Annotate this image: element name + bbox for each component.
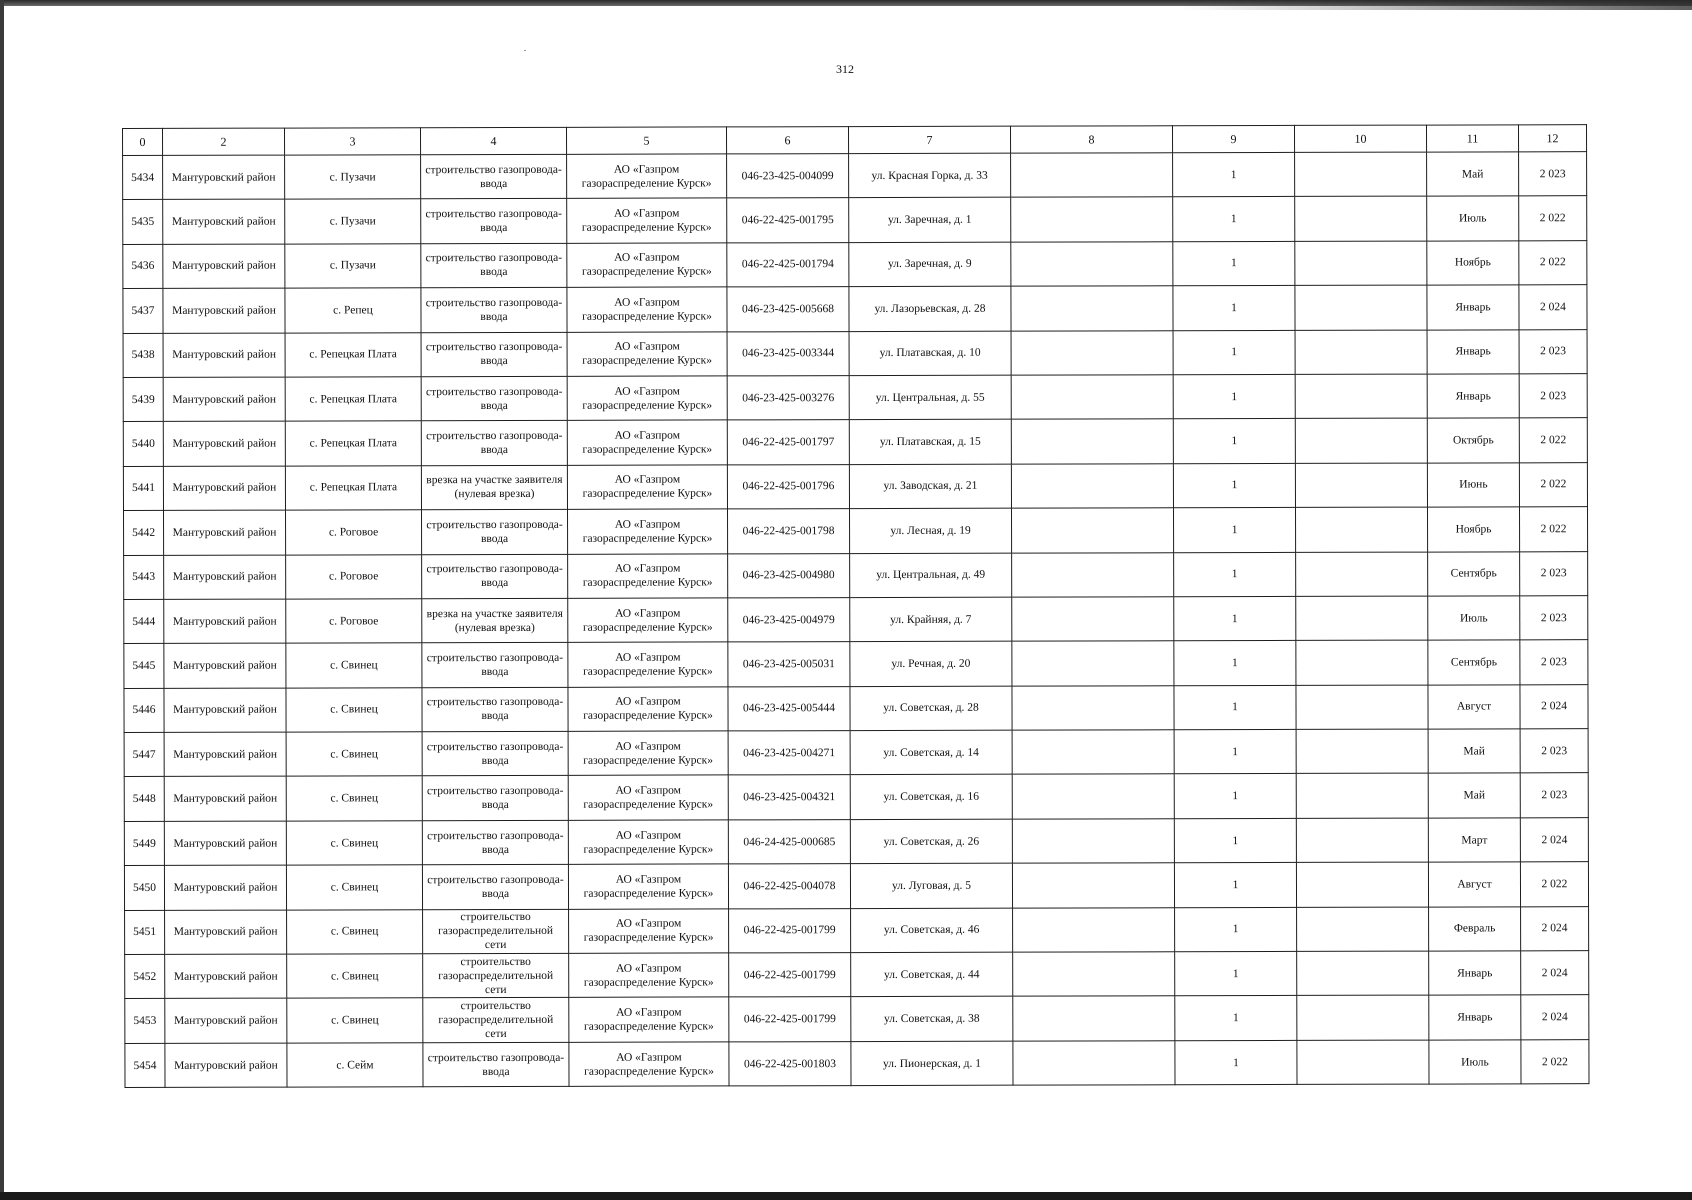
year-cell: 2 022 — [1519, 196, 1587, 241]
organization-cell: АО «Газпром газораспределение Курск» — [567, 154, 727, 199]
address-cell: ул. Пионерская, д. 1 — [851, 1041, 1013, 1086]
settlement-cell: с. Роговое — [286, 554, 422, 599]
district-cell: Мантуровский район — [163, 155, 285, 200]
settlement-cell: с. Свинец — [286, 865, 422, 910]
table-row — [125, 906, 1589, 954]
district-cell: Мантуровский район — [163, 466, 285, 511]
quantity-cell: 1 — [1174, 596, 1296, 641]
column-8-cell — [1013, 996, 1175, 1041]
month-cell: Январь — [1427, 285, 1519, 330]
organization-cell: АО «Газпром газораспределение Курск» — [567, 465, 727, 510]
year-cell: 2 024 — [1521, 995, 1589, 1040]
district-cell: Мантуровский район — [164, 643, 286, 688]
district-cell: Мантуровский район — [164, 688, 286, 733]
year-cell: 2 024 — [1520, 684, 1588, 729]
table-header — [123, 125, 1587, 156]
column-8-cell — [1012, 774, 1174, 819]
work-type-cell: строительство газопровода-ввода — [421, 332, 567, 377]
quantity-cell: 1 — [1173, 463, 1295, 508]
quantity-cell: 1 — [1174, 730, 1296, 775]
application-code-cell: 046-23-425-004321 — [728, 775, 850, 820]
address-cell: ул. Советская, д. 26 — [850, 819, 1012, 864]
row-number-cell: 5449 — [124, 821, 164, 865]
work-type-cell: строительство газопровода-ввода — [421, 154, 567, 199]
settlement-cell: с. Репецкая Плата — [285, 465, 421, 510]
work-type-cell: строительство газопровода-ввода — [421, 288, 567, 333]
month-cell: Январь — [1427, 329, 1519, 374]
header-cell: 11 — [1426, 125, 1518, 152]
district-cell: Мантуровский район — [165, 1043, 287, 1088]
address-cell: ул. Заречная, д. 1 — [849, 198, 1011, 243]
organization-cell: АО «Газпром газораспределение Курск» — [568, 864, 728, 909]
column-8-cell — [1011, 375, 1173, 420]
column-10-cell — [1295, 196, 1427, 241]
district-cell: Мантуровский район — [165, 998, 287, 1043]
month-cell: Ноябрь — [1427, 507, 1519, 552]
address-cell: ул. Центральная, д. 55 — [849, 375, 1011, 420]
month-cell: Январь — [1427, 374, 1519, 419]
column-8-cell — [1013, 1041, 1175, 1086]
year-cell: 2 023 — [1520, 596, 1588, 641]
address-cell: ул. Советская, д. 44 — [851, 952, 1013, 997]
address-cell: ул. Луговая, д. 5 — [850, 863, 1012, 908]
year-cell: 2 023 — [1519, 374, 1587, 419]
settlement-cell: с. Репецкая Плата — [285, 421, 421, 466]
address-cell: ул. Платавская, д. 15 — [849, 420, 1011, 465]
settlement-cell: с. Пузачи — [285, 199, 421, 244]
month-cell: Май — [1428, 773, 1520, 818]
row-number-cell: 5438 — [123, 333, 163, 377]
organization-cell: АО «Газпром газораспределение Курск» — [568, 731, 728, 776]
organization-cell: АО «Газпром газораспределение Курск» — [569, 1042, 729, 1087]
column-8-cell — [1011, 286, 1173, 331]
year-cell: 2 023 — [1520, 773, 1588, 818]
row-number-cell: 5443 — [124, 555, 164, 599]
organization-cell: АО «Газпром газораспределение Курск» — [567, 243, 727, 288]
table-body — [123, 152, 1589, 1088]
column-10-cell — [1295, 418, 1427, 463]
year-cell: 2 022 — [1520, 862, 1588, 907]
header-cell: 0 — [123, 128, 163, 155]
month-cell: Май — [1427, 152, 1519, 197]
header-cell: 9 — [1172, 125, 1294, 152]
table-row — [123, 374, 1587, 422]
table-row — [124, 862, 1588, 910]
row-number-cell: 5441 — [123, 466, 163, 510]
header-cell: 7 — [848, 126, 1010, 153]
address-cell: ул. Заречная, д. 9 — [849, 242, 1011, 287]
table-row — [123, 462, 1587, 510]
column-8-cell — [1012, 819, 1174, 864]
year-cell: 2 022 — [1519, 418, 1587, 463]
month-cell: Июль — [1428, 596, 1520, 641]
table-row — [124, 818, 1588, 866]
table-row — [123, 196, 1587, 244]
settlement-cell: с. Свинец — [286, 821, 422, 866]
work-type-cell: строительство газопровода-ввода — [422, 776, 568, 821]
work-type-cell: строительство газопровода-ввода — [421, 199, 567, 244]
column-10-cell — [1296, 818, 1428, 863]
settlement-cell: с. Свинец — [286, 643, 422, 688]
column-10-cell — [1296, 640, 1428, 685]
scan-border-bottom — [0, 1192, 1692, 1200]
district-cell: Мантуровский район — [163, 199, 285, 244]
organization-cell: АО «Газпром газораспределение Курск» — [568, 687, 728, 732]
table-row — [124, 596, 1588, 644]
settlement-cell: с. Репецкая Плата — [285, 332, 421, 377]
column-8-cell — [1011, 419, 1173, 464]
district-cell: Мантуровский район — [164, 599, 286, 644]
year-cell: 2 022 — [1521, 1039, 1589, 1084]
settlement-cell: с. Репец — [285, 288, 421, 333]
organization-cell: АО «Газпром газораспределение Курск» — [567, 287, 727, 332]
table-row — [125, 1039, 1589, 1087]
row-number-cell: 5444 — [124, 599, 164, 643]
work-type-cell: строительство газопровода-ввода — [422, 687, 568, 732]
application-code-cell: 046-22-425-001799 — [729, 953, 851, 998]
row-number-cell: 5439 — [123, 377, 163, 421]
quantity-cell: 1 — [1174, 552, 1296, 597]
quantity-cell: 1 — [1174, 863, 1296, 908]
header-cell: 10 — [1294, 125, 1426, 152]
column-8-cell — [1012, 552, 1174, 597]
column-10-cell — [1297, 1040, 1429, 1085]
row-number-cell: 5434 — [123, 155, 163, 199]
application-code-cell: 046-24-425-000685 — [728, 819, 850, 864]
row-number-cell: 5436 — [123, 244, 163, 288]
district-cell: Мантуровский район — [164, 510, 286, 555]
column-8-cell — [1011, 242, 1173, 287]
application-code-cell: 046-23-425-004099 — [727, 154, 849, 199]
header-cell: 8 — [1010, 126, 1172, 153]
column-10-cell — [1296, 774, 1428, 819]
column-10-cell — [1297, 951, 1429, 996]
column-8-cell — [1012, 641, 1174, 686]
column-10-cell — [1296, 596, 1428, 641]
table-row — [124, 551, 1588, 599]
column-10-cell — [1295, 507, 1427, 552]
month-cell: Октябрь — [1427, 418, 1519, 463]
column-8-cell — [1011, 197, 1173, 242]
column-10-cell — [1296, 729, 1428, 774]
application-code-cell: 046-22-425-004078 — [728, 864, 850, 909]
month-cell: Январь — [1429, 951, 1521, 996]
column-10-cell — [1295, 374, 1427, 419]
month-cell: Январь — [1429, 995, 1521, 1040]
column-8-cell — [1012, 597, 1174, 642]
column-8-cell — [1011, 463, 1173, 508]
application-code-cell: 046-22-425-001796 — [727, 464, 849, 509]
quantity-cell: 1 — [1173, 152, 1295, 197]
district-cell: Мантуровский район — [163, 288, 285, 333]
quantity-cell: 1 — [1173, 419, 1295, 464]
column-10-cell — [1296, 862, 1428, 907]
address-cell: ул. Заводская, д. 21 — [849, 464, 1011, 509]
settlement-cell: с. Роговое — [286, 510, 422, 555]
application-code-cell: 046-23-425-004980 — [728, 553, 850, 598]
year-cell: 2 023 — [1520, 551, 1588, 596]
address-cell: ул. Платавская, д. 10 — [849, 331, 1011, 376]
table-row — [123, 285, 1587, 333]
scan-border-shadow — [1180, 0, 1692, 10]
row-number-cell: 5448 — [124, 777, 164, 821]
organization-cell: АО «Газпром газораспределение Курск» — [568, 509, 728, 554]
application-code-cell: 046-22-425-001799 — [729, 997, 851, 1042]
page-number: 312 — [836, 62, 854, 76]
row-number-cell: 5446 — [124, 688, 164, 732]
application-code-cell: 046-23-425-005031 — [728, 642, 850, 687]
quantity-cell: 1 — [1175, 996, 1297, 1041]
table-row — [125, 951, 1589, 999]
organization-cell: АО «Газпром газораспределение Курск» — [569, 997, 729, 1042]
address-cell: ул. Лазорьевская, д. 28 — [849, 286, 1011, 331]
district-cell: Мантуровский район — [165, 910, 287, 955]
month-cell: Март — [1428, 818, 1520, 863]
settlement-cell: с. Пузачи — [285, 243, 421, 288]
column-10-cell — [1295, 463, 1427, 508]
quantity-cell: 1 — [1173, 286, 1295, 331]
address-cell: ул. Советская, д. 14 — [850, 730, 1012, 775]
table-row — [124, 507, 1588, 555]
header-cell: 12 — [1518, 125, 1586, 152]
district-cell: Мантуровский район — [165, 954, 287, 999]
work-type-cell: строительство газопровода-ввода — [421, 421, 567, 466]
organization-cell: АО «Газпром газораспределение Курск» — [568, 553, 728, 598]
column-10-cell — [1296, 552, 1428, 597]
quantity-cell: 1 — [1175, 1040, 1297, 1085]
row-number-cell: 5437 — [123, 289, 163, 333]
district-cell: Мантуровский район — [163, 421, 285, 466]
application-code-cell: 046-23-425-003344 — [727, 331, 849, 376]
organization-cell: АО «Газпром газораспределение Курск» — [567, 376, 727, 421]
organization-cell: АО «Газпром газораспределение Курск» — [568, 775, 728, 820]
row-number-cell: 5442 — [124, 511, 164, 555]
quantity-cell: 1 — [1173, 241, 1295, 286]
column-10-cell — [1296, 685, 1428, 730]
quantity-cell: 1 — [1173, 197, 1295, 242]
application-code-cell: 046-22-425-001797 — [727, 420, 849, 465]
year-cell: 2 023 — [1519, 329, 1587, 374]
settlement-cell: с. Свинец — [287, 909, 423, 954]
application-code-cell: 046-22-425-001795 — [727, 198, 849, 243]
quantity-cell: 1 — [1173, 330, 1295, 375]
row-number-cell: 5445 — [124, 644, 164, 688]
application-code-cell: 046-22-425-001798 — [727, 509, 849, 554]
application-code-cell: 046-22-425-001799 — [729, 908, 851, 953]
application-code-cell: 046-23-425-005668 — [727, 287, 849, 332]
row-number-cell: 5440 — [123, 422, 163, 466]
quantity-cell: 1 — [1175, 951, 1297, 996]
organization-cell: АО «Газпром газораспределение Курск» — [567, 420, 727, 465]
column-8-cell — [1012, 730, 1174, 775]
column-8-cell — [1012, 863, 1174, 908]
settlement-cell: с. Репецкая Плата — [285, 377, 421, 422]
table-row — [124, 729, 1588, 777]
work-type-cell: строительство газопровода-ввода — [421, 376, 567, 421]
application-code-cell: 046-23-425-005444 — [728, 686, 850, 731]
settlement-cell: с. Роговое — [286, 599, 422, 644]
table-row — [125, 995, 1589, 1043]
month-cell: Август — [1428, 862, 1520, 907]
month-cell: Сентябрь — [1428, 640, 1520, 685]
scan-border-left — [0, 0, 4, 1200]
settlement-cell: с. Сейм — [287, 1043, 423, 1088]
district-cell: Мантуровский район — [164, 777, 286, 822]
address-cell: ул. Центральная, д. 49 — [850, 553, 1012, 598]
table-row — [123, 240, 1587, 288]
address-cell: ул. Речная, д. 20 — [850, 641, 1012, 686]
year-cell: 2 024 — [1520, 818, 1588, 863]
year-cell: 2 022 — [1519, 507, 1587, 552]
table-row — [123, 329, 1587, 377]
quantity-cell: 1 — [1174, 774, 1296, 819]
work-type-cell: строительство газопровода-ввода — [422, 820, 568, 865]
application-code-cell: 046-23-425-003276 — [727, 376, 849, 421]
organization-cell: АО «Газпром газораспределение Курск» — [568, 820, 728, 865]
address-cell: ул. Советская, д. 46 — [851, 908, 1013, 953]
row-number-cell: 5453 — [125, 999, 165, 1043]
row-number-cell: 5450 — [124, 866, 164, 910]
year-cell: 2 022 — [1519, 240, 1587, 285]
address-cell: ул. Советская, д. 38 — [851, 997, 1013, 1042]
organization-cell: АО «Газпром газораспределение Курск» — [569, 909, 729, 954]
application-code-cell: 046-22-425-001803 — [729, 1041, 851, 1086]
application-code-cell: 046-22-425-001794 — [727, 242, 849, 287]
register-table — [122, 124, 1590, 1088]
quantity-cell: 1 — [1174, 641, 1296, 686]
settlement-cell: с. Свинец — [286, 776, 422, 821]
column-8-cell — [1011, 153, 1173, 198]
column-8-cell — [1011, 508, 1173, 553]
header-cell: 4 — [421, 127, 567, 154]
work-type-cell: строительство газопровода-ввода — [423, 1042, 569, 1087]
table-row — [124, 640, 1588, 688]
month-cell: Август — [1428, 685, 1520, 730]
year-cell: 2 023 — [1520, 729, 1588, 774]
column-10-cell — [1295, 330, 1427, 375]
settlement-cell: с. Свинец — [286, 687, 422, 732]
address-cell: ул. Лесная, д. 19 — [849, 508, 1011, 553]
district-cell: Мантуровский район — [163, 244, 285, 289]
column-8-cell — [1011, 330, 1173, 375]
application-code-cell: 046-23-425-004271 — [728, 731, 850, 776]
application-code-cell: 046-23-425-004979 — [728, 598, 850, 643]
header-row — [123, 125, 1587, 156]
district-cell: Мантуровский район — [164, 732, 286, 777]
settlement-cell: с. Свинец — [287, 954, 423, 999]
organization-cell: АО «Газпром газораспределение Курск» — [567, 331, 727, 376]
column-10-cell — [1295, 241, 1427, 286]
year-cell: 2 022 — [1519, 462, 1587, 507]
work-type-cell: врезка на участке заявителя (нулевая врезка) — [421, 465, 567, 510]
month-cell: Июль — [1429, 1040, 1521, 1085]
organization-cell: АО «Газпром газораспределение Курск» — [569, 953, 729, 998]
settlement-cell: с. Свинец — [286, 732, 422, 777]
month-cell: Июль — [1427, 196, 1519, 241]
column-8-cell — [1013, 952, 1175, 997]
column-10-cell — [1295, 152, 1427, 197]
month-cell: Февраль — [1429, 906, 1521, 951]
quantity-cell: 1 — [1174, 818, 1296, 863]
work-type-cell: строительство газораспределительной сети — [423, 909, 569, 954]
work-type-cell: строительство газопровода-ввода — [421, 243, 567, 288]
district-cell: Мантуровский район — [164, 555, 286, 600]
table-row — [123, 152, 1587, 200]
organization-cell: АО «Газпром газораспределение Курск» — [568, 598, 728, 643]
address-cell: ул. Красная Горка, д. 33 — [849, 153, 1011, 198]
header-cell: 5 — [566, 127, 726, 154]
work-type-cell: строительство газопровода-ввода — [422, 554, 568, 599]
address-cell: ул. Крайняя, д. 7 — [850, 597, 1012, 642]
column-10-cell — [1297, 907, 1429, 952]
year-cell: 2 023 — [1519, 152, 1587, 197]
work-type-cell: строительство газопровода-ввода — [422, 643, 568, 688]
address-cell: ул. Советская, д. 28 — [850, 686, 1012, 731]
header-cell: 3 — [285, 128, 421, 155]
row-number-cell: 5452 — [125, 954, 165, 998]
row-number-cell: 5435 — [123, 200, 163, 244]
quantity-cell: 1 — [1175, 907, 1297, 952]
settlement-cell: с. Пузачи — [285, 155, 421, 200]
address-cell: ул. Советская, д. 16 — [850, 775, 1012, 820]
district-cell: Мантуровский район — [164, 865, 286, 910]
column-10-cell — [1295, 285, 1427, 330]
year-cell: 2 024 — [1519, 285, 1587, 330]
work-type-cell: строительство газораспределительной сети — [423, 953, 569, 998]
organization-cell: АО «Газпром газораспределение Курск» — [567, 198, 727, 243]
row-number-cell: 5447 — [124, 732, 164, 776]
settlement-cell: с. Свинец — [287, 998, 423, 1043]
district-cell: Мантуровский район — [163, 333, 285, 378]
district-cell: Мантуровский район — [164, 821, 286, 866]
header-cell: 2 — [163, 128, 285, 155]
header-cell: 6 — [726, 127, 848, 154]
month-cell: Май — [1428, 729, 1520, 774]
column-10-cell — [1297, 996, 1429, 1041]
work-type-cell: строительство газораспределительной сети — [423, 998, 569, 1043]
table-row — [123, 418, 1587, 466]
organization-cell: АО «Газпром газораспределение Курск» — [568, 642, 728, 687]
month-cell: Ноябрь — [1427, 241, 1519, 286]
work-type-cell: строительство газопровода-ввода — [422, 731, 568, 776]
work-type-cell: строительство газопровода-ввода — [422, 865, 568, 910]
quantity-cell: 1 — [1173, 374, 1295, 419]
month-cell: Июнь — [1427, 463, 1519, 508]
district-cell: Мантуровский район — [163, 377, 285, 422]
quantity-cell: 1 — [1173, 508, 1295, 553]
column-8-cell — [1012, 685, 1174, 730]
table-row — [124, 684, 1588, 732]
work-type-cell: врезка на участке заявителя (нулевая врезка) — [422, 598, 568, 643]
year-cell: 2 024 — [1521, 906, 1589, 951]
quantity-cell: 1 — [1174, 685, 1296, 730]
month-cell: Сентябрь — [1428, 551, 1520, 596]
row-number-cell: 5451 — [125, 910, 165, 954]
work-type-cell: строительство газопровода-ввода — [422, 509, 568, 554]
year-cell: 2 023 — [1520, 640, 1588, 685]
scan-speck — [524, 50, 526, 51]
column-8-cell — [1013, 907, 1175, 952]
table-row — [124, 773, 1588, 821]
year-cell: 2 024 — [1521, 951, 1589, 996]
row-number-cell: 5454 — [125, 1043, 165, 1087]
